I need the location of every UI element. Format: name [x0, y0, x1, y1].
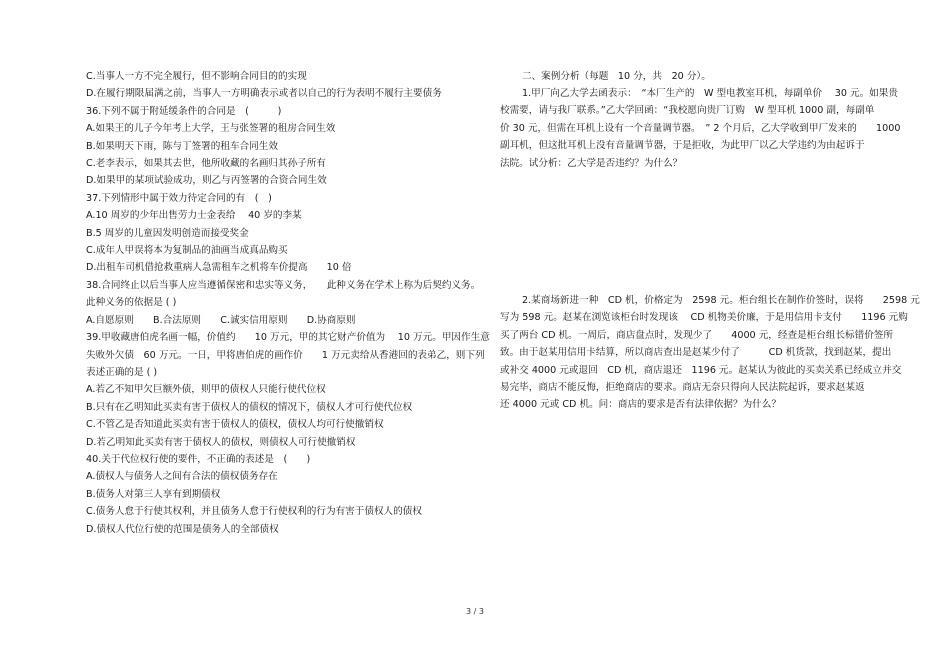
case-1-line: 1.甲厂向乙大学去函表示： “本厂生产的 W 型电教室耳机，每副单价 30 元。如果贵	[522, 88, 898, 99]
question-36: 36.下列不属于附延缓条件的合同是 ( )	[86, 105, 282, 117]
case-2-line: 或补交 4000 元或退回 CD 机，商店退还 1196 元。赵某认为彼此的买卖关系已经成立并交	[500, 364, 902, 376]
option-c-incomplete-performance: C.当事人一方不完全履行，但不影响合同目的的实现	[86, 71, 307, 82]
question-37: 37.下列情形中属于效力待定合同的有 ( )	[86, 192, 272, 204]
question-38-cont: 此种义务的依据是 ( )	[86, 297, 177, 309]
left-column	[86, 68, 490, 538]
q40-option-a: A.债权人与债务人之间有合法的债权债务存在	[86, 471, 278, 483]
case-2-question: 还 4000 元或 CD 机。问：商店的要求是否有法律依据？为什么？	[500, 399, 781, 411]
q38-options: A.自愿原则 B.合法原则 C.诚实信用原则 D.协商原则	[86, 314, 356, 326]
question-38: 38.合同终止以后当事人应当遵循保密和忠实等义务， 此种义务在学术上称为后契约义务。	[86, 279, 481, 291]
section-heading-case-analysis: 二、案例分析（每题 10 分，共 20 分）。	[522, 71, 711, 82]
case-1-line: 校需要，请与我厂联系。”乙大学回函：“我校愿向贵厂订购 W 型耳机 1000 副，每副单	[500, 105, 875, 117]
question-39: 39.甲收藏唐伯虎名画一幅，价值约 10 万元，甲的其它财产价值为 10 万元。甲因作生意	[86, 332, 490, 344]
q40-option-c: C.债务人怠于行使其权利，并且债务人怠于行使权利的行为有害于债权人的债权	[86, 506, 422, 518]
case-2-line: 易完毕，商店不能反悔，拒绝商店的要求。商店无奈只得向人民法院起诉，要求赵某返	[500, 382, 865, 394]
q36-option-b: B.如果明天下雨，陈与丁签署的租车合同生效	[86, 140, 278, 152]
case-2-line: 买了两台 CD 机。一周后，商店盘点时，发现少了 4000 元，经查是柜台组长标错价签所	[500, 329, 894, 341]
q36-option-a: A.如果王的儿子今年考上大学，王与张签署的租房合同生效	[86, 123, 336, 135]
case-1	[500, 85, 900, 172]
case-2-line: 致。由于赵某用信用卡结算，所以商店查出是赵某少付了 CD 机货款，找到赵某，提出	[500, 347, 892, 359]
q39-option-b: B.只有在乙明知此买卖有害于债权人的债权的情况下，债权人才可行使代位权	[86, 401, 413, 413]
case-2	[500, 292, 920, 414]
case-2-line: 写为 598 元。赵某在浏览该柜台时发现该 CD 机物美价廉，于是用信用卡支付 1196 元购	[500, 312, 908, 324]
right-column	[500, 68, 920, 411]
option-d-anticipatory-breach: D.在履行期限届满之前，当事人一方明确表示或者以自己的行为表明不履行主要债务	[86, 88, 442, 100]
q36-option-c: C.老李表示，如果其去世，他所收藏的名画归其孙子所有	[86, 158, 326, 170]
case-1-question: 法院。试分析：乙大学是否违约？为什么？	[500, 157, 683, 169]
page-number: 3 / 3	[466, 607, 484, 616]
question-39-cont-2: 表述正确的是 ( )	[86, 366, 158, 378]
q37-option-a: A.10 周岁的少年出售劳力士金表给 40 岁的李某	[86, 210, 302, 222]
q39-option-d: D.若乙明知此买卖有害于债权人的债权，则债权人可行使撤销权	[86, 436, 356, 448]
question-40: 40.关于代位权行使的要件，不正确的表述是 ( )	[86, 453, 311, 465]
q40-option-d: D.债权人代位行使的范围是债务人的全部债权	[86, 523, 279, 535]
q37-option-d: D.出租车司机借抢救重病人急需租车之机将车价提高 10 倍	[86, 262, 352, 274]
q39-option-c: C.不管乙是否知道此买卖有害于债权人的债权，债权人均可行使撤销权	[86, 419, 384, 431]
q39-option-a: A.若乙不知甲欠巨额外债，则甲的债权人只能行使代位权	[86, 384, 326, 396]
question-39-cont-1: 失败外欠债 60 万元。一日，甲将唐伯虎的画作价 1 万元卖给从香港回的表弟乙，则下列	[86, 349, 485, 361]
q37-option-c: C.成年人甲误将本为复制品的油画当成真品购买	[86, 245, 288, 257]
q36-option-d: D.如果甲的某项试验成功，则乙与丙签署的合资合同生效	[86, 175, 327, 187]
case-1-line: 价 30 元，但需在耳机上设有一个音量调节器。 ” 2 个月后，乙大学收到甲厂发来的 1000	[500, 122, 901, 134]
q40-option-b: B.债务人对第三人享有到期债权	[86, 488, 221, 500]
case-1-line: 副耳机，但这批耳机上没有音量调节器，于是拒收，为此甲厂以乙大学违约为由起诉于	[500, 140, 865, 152]
case-2-line: 2.某商场新进一种 CD 机，价格定为 2598 元。柜台组长在制作价签时，误将 2598 元	[522, 295, 920, 306]
q37-option-b: B.5 周岁的儿童因发明创造而接受奖金	[86, 227, 249, 239]
